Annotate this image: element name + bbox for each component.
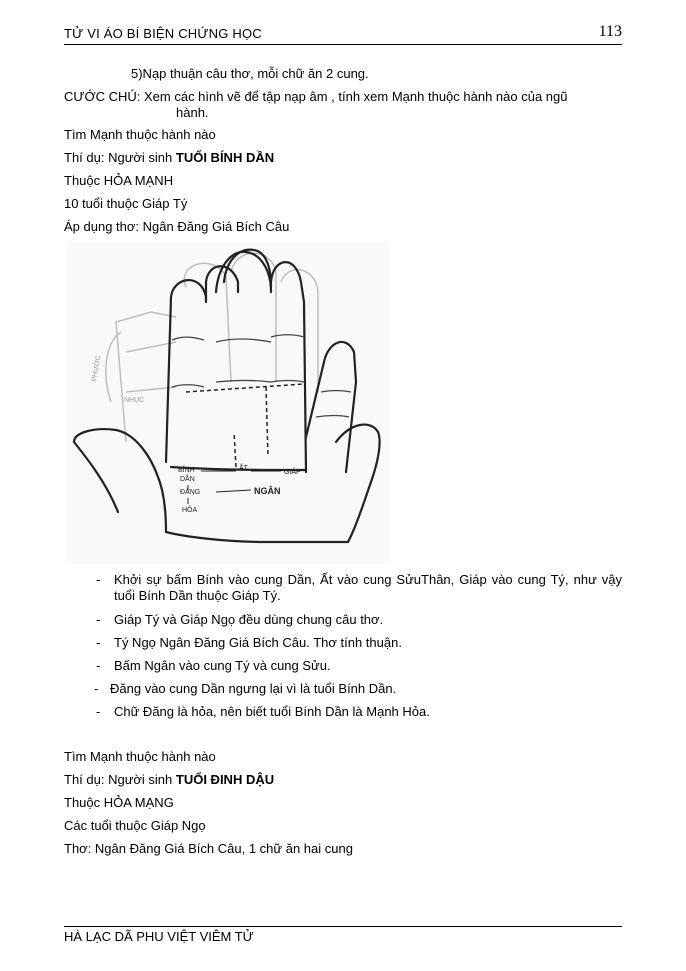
footnote-label: CƯỚC CHÚ: — [64, 89, 141, 104]
example-line-1: Thí dụ: Người sinh TUỔI BÍNH DẦN — [64, 150, 275, 165]
group-line-1: 10 tuổi thuộc Giáp Tý — [64, 196, 188, 211]
footnote-text-continued: hành. — [176, 105, 209, 120]
label-ngan: NGÂN — [254, 486, 281, 496]
example-age-2: TUỔI ĐINH DẬU — [175, 772, 275, 787]
page-footer — [64, 926, 622, 944]
label-nhuc: NHỤC — [124, 397, 145, 404]
element-line-1: Thuộc HỎA MẠNH — [64, 173, 174, 188]
example-age-1: TUỔI BÍNH DẦN — [175, 150, 275, 165]
header-title: TỬ VI ÁO BÍ BIỆN CHỨNG HỌC — [64, 26, 262, 41]
label-dan: DẦN — [180, 476, 195, 483]
label-hoa: HỎA — [182, 507, 198, 514]
poem-line-1: Áp dụng thơ: Ngân Đăng Giá Bích Câu — [64, 219, 290, 234]
dotted-count-path — [186, 384, 304, 467]
label-phuoc: PHƯỚC — [91, 354, 103, 383]
label-at: ẤT — [239, 465, 248, 472]
finger-joint-lines — [172, 335, 351, 417]
hand-drawing — [66, 242, 390, 564]
footer-text: HÀ LẠC DÃ PHU VIỆT VIÊM TỬ — [64, 929, 254, 944]
intro-item: 5)Nạp thuận câu thơ, mỗi chữ ăn 2 cung. — [131, 66, 369, 81]
faint-hand-outline — [106, 253, 318, 442]
example-line-2: Thí dụ: Người sinh TUỔI ĐINH DẬU — [64, 772, 275, 787]
section-heading-2: Tìm Mạnh thuộc hành nào — [64, 749, 216, 764]
group-line-2: Các tuổi thuộc Giáp Ngọ — [64, 818, 206, 833]
label-dang: ĐĂNG — [180, 489, 201, 496]
page-header — [64, 24, 622, 45]
section-heading-1: Tìm Mạnh thuộc hành nào — [64, 127, 216, 142]
footnote-text: Xem các hình vẽ để tập nạp âm , tính xem Mạnh thuộc hành nào của ngũ — [144, 89, 568, 104]
poem-line-2: Thơ: Ngân Đăng Giá Bích Câu, 1 chữ ăn hai cung — [64, 841, 353, 856]
document-page: TỬ VI ÁO BÍ BIỆN CHỨNG HỌC 113 5)Nạp thuận câu thơ, mỗi chữ ăn 2 cung. CƯỚC CHÚ: Xem các hình vẽ để tập nạp âm , tính xem Mạnh thuộc hành nào của ngũ hành. Tìm Mạnh thuộc hành nào Thí dụ: Người sinh TUỔI BÍNH DẦN Thuộc HỎA MẠNH 10 tuổi thuộc Giáp Tý Áp dụng thơ: Ngân Đăng Giá Bích Câu BÍNH DẦN ẤT GIÁP ĐĂNG HỎA NGÂN PHƯỚC NHỤC - Khởi sự bấm Bính vào cung Dần, Ất vào cung SửuThân, Giáp vào cung Tý, như vậy tuổi Bính Dần thuộc Giáp Tý. - Giáp Tý và Giáp Ngọ đều dùng chung câu thơ. - Tý Ngọ Ngân Đăng Giá Bích Câu. Thơ tính thuận. - Bấm Ngân vào cung Tý và cung Sửu. - Đăng vào cung Dần ngưng lại vì là tuổi Bính Dần. - Chữ Đăng là hỏa, nên biết tuổi Bính Dần là Mạnh Hỏa. Tìm Mạnh thuộc hành nào Thí dụ: Người sinh TUỔI ĐINH DẬU Thuộc HỎA MẠNG Các tuổi thuộc Giáp Ngọ Thơ: Ngân Đăng Giá Bích Câu, 1 chữ ăn hai cung HÀ LẠC DÃ PHU VIỆT VIÊM TỬ — [64, 23, 622, 944]
label-binh: BÍNH — [178, 467, 195, 474]
hand-diagram — [66, 242, 390, 564]
element-line-2: Thuộc HỎA MẠNG — [64, 795, 174, 810]
label-giap: GIÁP — [284, 469, 301, 476]
page-number: 113 — [598, 23, 622, 40]
